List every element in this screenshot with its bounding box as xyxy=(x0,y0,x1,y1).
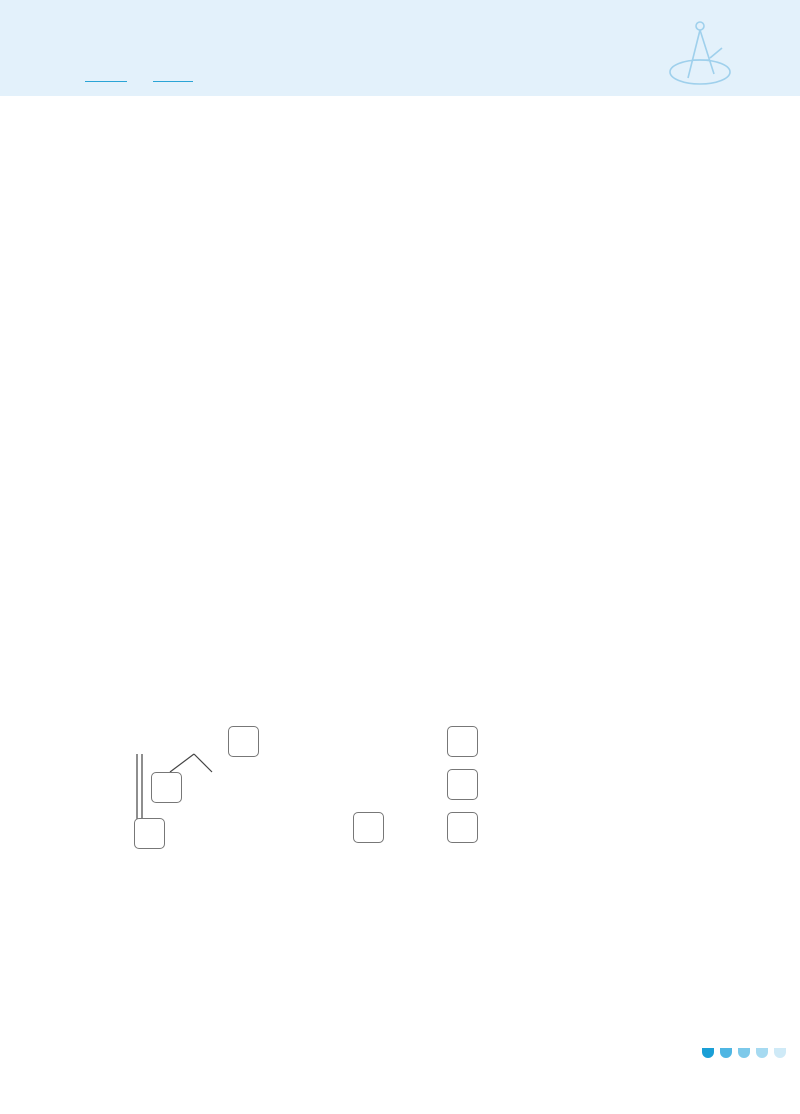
page-decoration-dots xyxy=(700,1046,792,1060)
error-blank xyxy=(153,67,193,82)
time-blank xyxy=(85,67,127,82)
answer-box-alt[interactable] xyxy=(447,726,478,757)
answer-box-result[interactable] xyxy=(134,818,165,849)
answer-box-then-input[interactable] xyxy=(353,812,384,843)
answer-box-split[interactable] xyxy=(228,726,259,757)
answer-box-then-result[interactable] xyxy=(447,812,478,843)
answer-box-first-step[interactable] xyxy=(447,769,478,800)
answer-box-remainder[interactable] xyxy=(151,772,182,803)
compass-icon xyxy=(664,18,734,90)
time-record-line xyxy=(82,66,196,84)
